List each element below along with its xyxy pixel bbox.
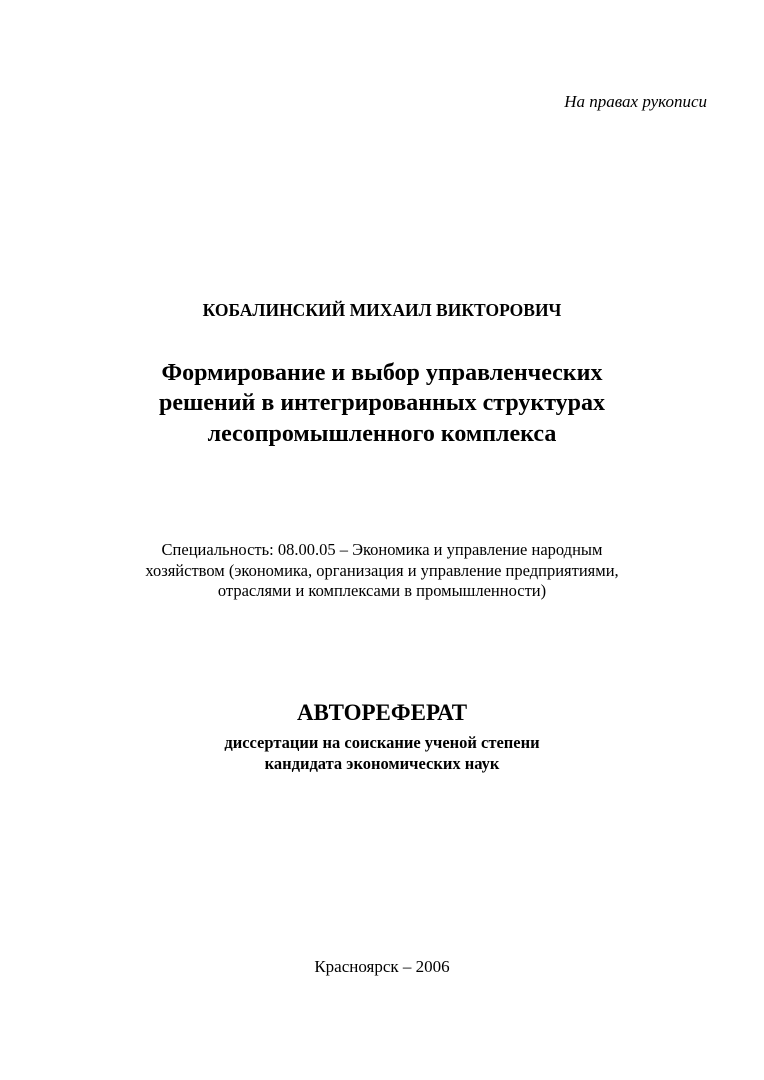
specialty-block [0, 540, 764, 602]
author-name: КОБАЛИНСКИЙ МИХАИЛ ВИКТОРОВИЧ [202, 300, 562, 320]
dissertation-title [0, 358, 764, 449]
specialty-line: хозяйством (экономика, организация и управление предприятиями, [145, 560, 619, 580]
rights-note: На правах рукописи [564, 92, 707, 111]
specialty-line: отраслями и комплексами в промышленности) [217, 581, 547, 601]
abstract-heading: АВТОРЕФЕРАТ [296, 700, 468, 725]
abstract-subtitle [0, 732, 764, 774]
abstract-subtitle-line: диссертации на соискание ученой степени [224, 733, 540, 752]
place-and-year: Красноярск – 2006 [314, 957, 450, 976]
specialty-line: Специальность: 08.00.05 – Экономика и управление народным [161, 540, 603, 559]
title-line: решений в интегрированных структурах [158, 390, 606, 417]
title-line: Формирование и выбор управленческих [161, 360, 603, 386]
title-line: лесопромышленного комплекса [207, 420, 557, 447]
abstract-subtitle-line: кандидата экономических наук [264, 754, 500, 774]
